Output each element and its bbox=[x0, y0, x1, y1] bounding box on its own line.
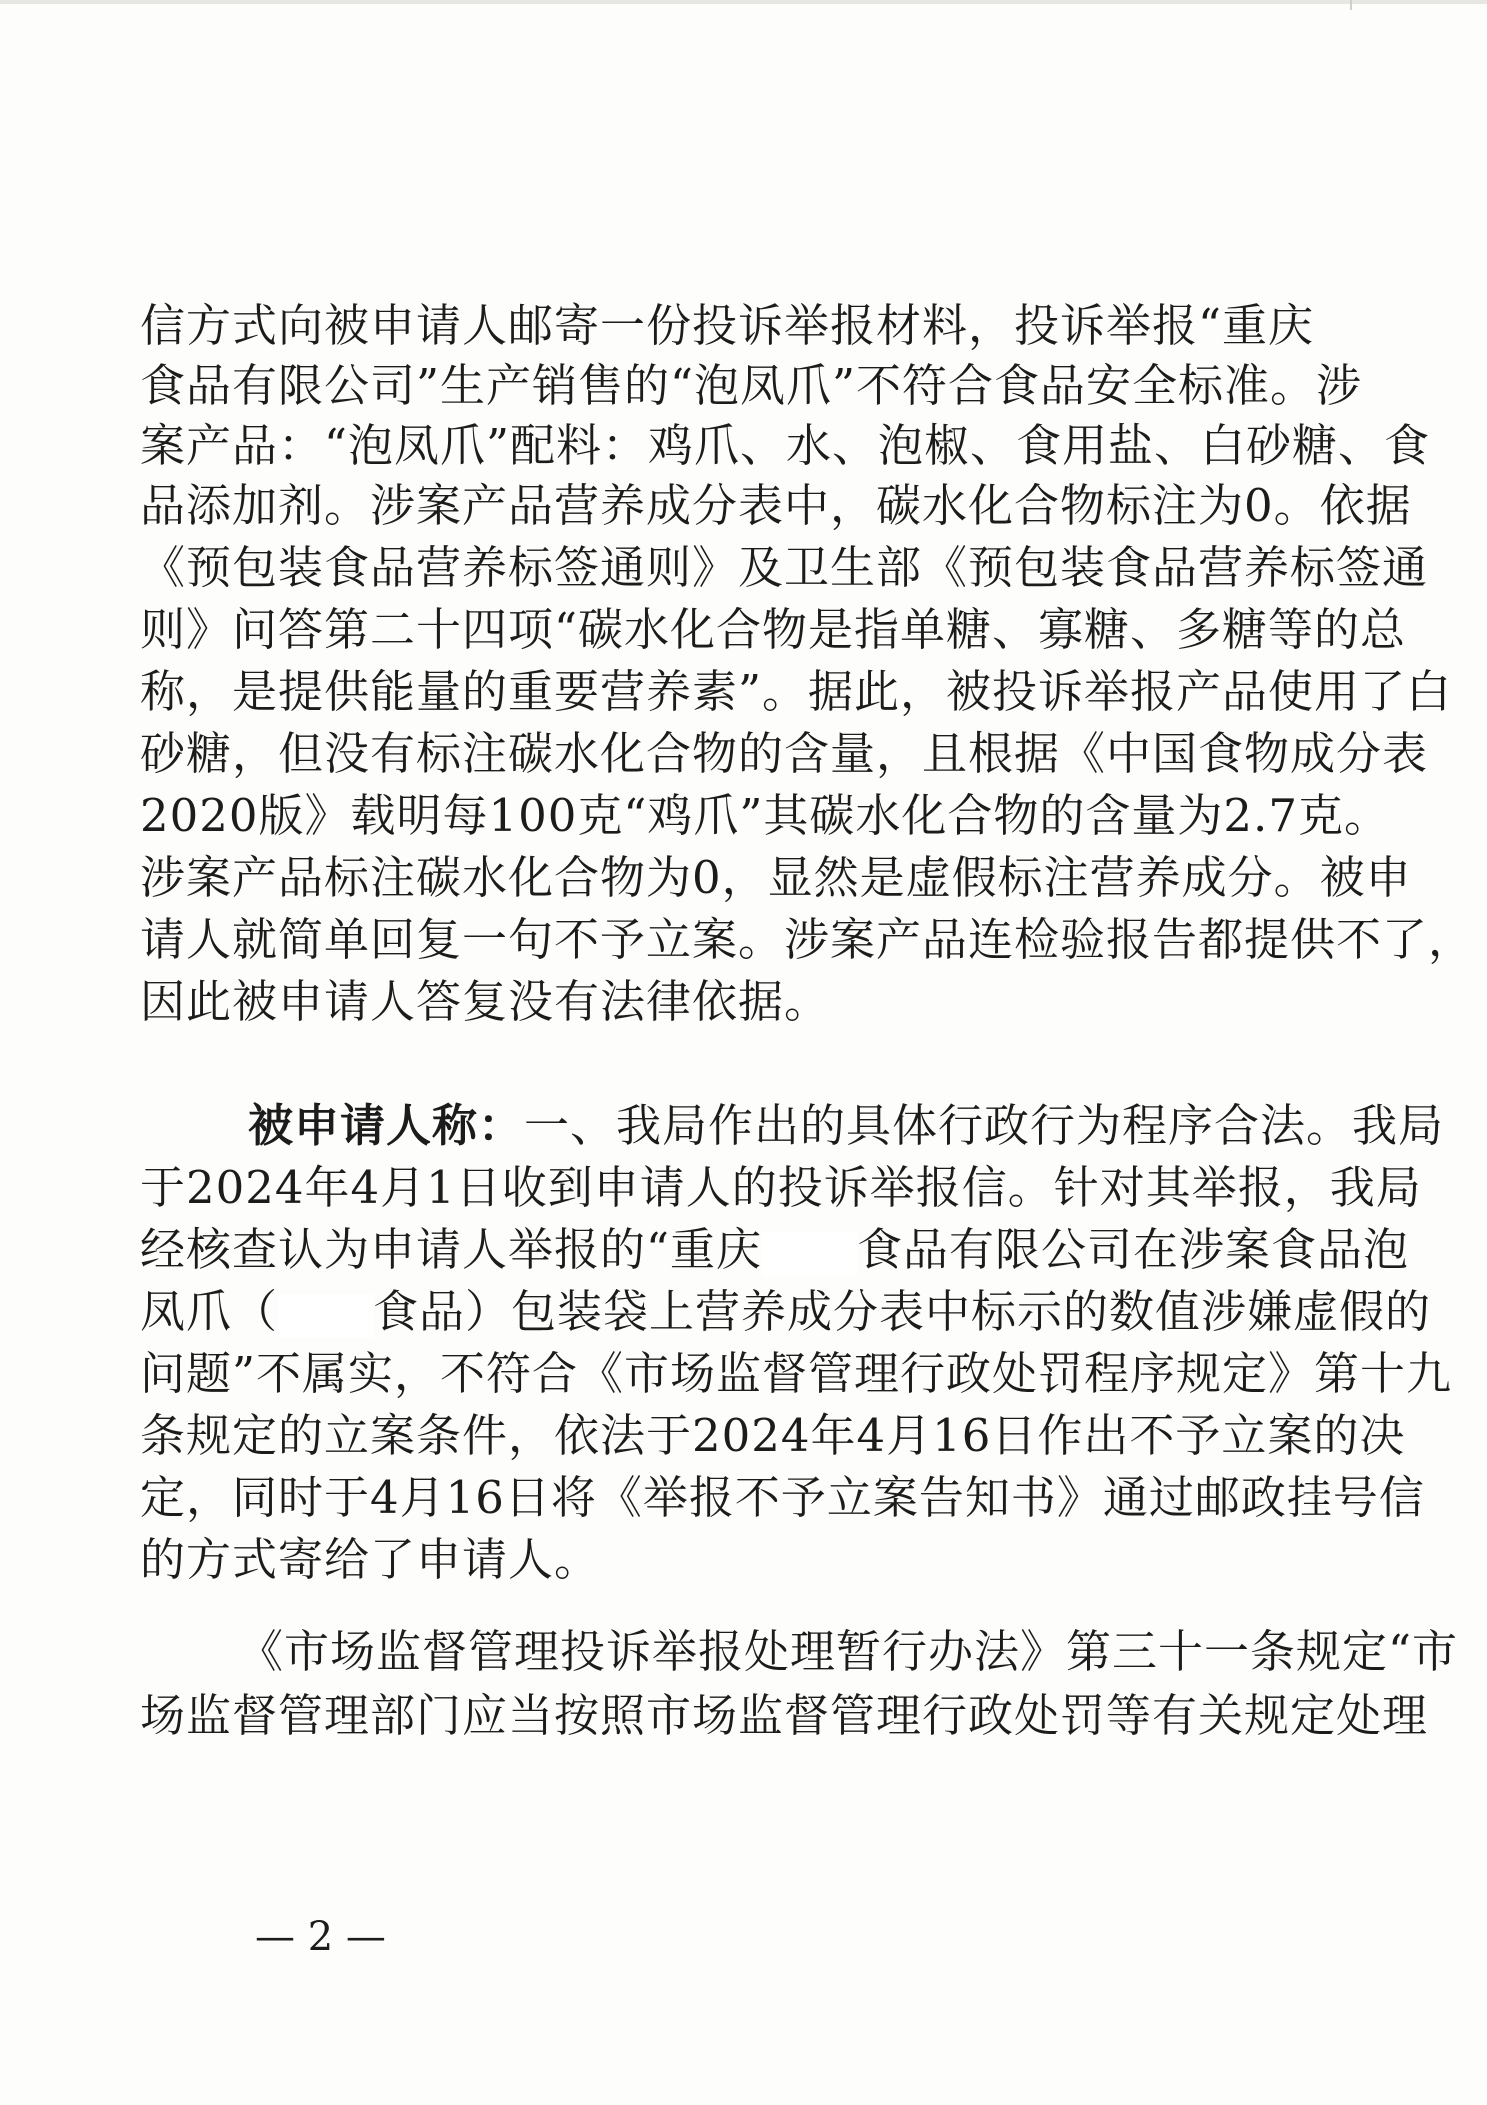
paragraph-3-line-2: 场监督管理部门应当按照市场监督管理行政处罚等有关规定处理 bbox=[140, 1689, 1429, 1742]
paragraph-1-line-9: 2020版》载明每100克“鸡爪”其碳水化合物的含量为2.7克。 bbox=[140, 789, 1390, 842]
paragraph-2-line-4-part-1: 凤爪（ bbox=[140, 1285, 279, 1338]
paragraph-1-line-7: 称，是提供能量的重要营养素”。据此，被投诉举报产品使用了白 bbox=[140, 665, 1453, 718]
redacted-brand-name bbox=[278, 1294, 373, 1338]
paragraph-2-line-4-part-2: 食品）包装袋上营养成分表中标示的数值涉嫌虚假的 bbox=[373, 1285, 1432, 1338]
page-number: — 2 — bbox=[255, 1914, 386, 1960]
paragraph-3-line-1: 《市场监督管理投诉举报处理暂行办法》第三十一条规定“市 bbox=[238, 1625, 1459, 1678]
paragraph-2-line-1-text: 一、我局作出的具体行政行为程序合法。我局 bbox=[524, 1099, 1445, 1152]
paragraph-2-line-2: 于2024年4月1日收到申请人的投诉举报信。针对其举报，我局 bbox=[140, 1161, 1422, 1214]
scan-edge bbox=[0, 0, 1487, 4]
paragraph-2-line-4 bbox=[140, 1284, 1431, 1340]
paragraph-1-line-4: 品添加剂。涉案产品营养成分表中，碳水化合物标注为0。依据 bbox=[140, 479, 1412, 532]
paragraph-1-line-3: 案产品：“泡凤爪”配料：鸡爪、水、泡椒、食用盐、白砂糖、食 bbox=[140, 419, 1431, 472]
paragraph-2-line-3-part-1: 经核查认为申请人举报的“重庆 bbox=[140, 1223, 763, 1276]
paragraph-1-line-8: 砂糖，但没有标注碳水化合物的含量，且根据《中国食物成分表 bbox=[140, 727, 1429, 780]
paragraph-1-line-12: 因此被申请人答复没有法律依据。 bbox=[140, 975, 831, 1028]
paragraph-1-line-10: 涉案产品标注碳水化合物为0，显然是虚假标注营养成分。被申 bbox=[140, 851, 1412, 904]
paragraph-2-line-3-part-2: 食品有限公司在涉案食品泡 bbox=[857, 1223, 1410, 1276]
redacted-company-name bbox=[762, 1232, 857, 1276]
respondent-lead: 被申请人称： bbox=[248, 1099, 525, 1152]
paragraph-1-line-6: 则》问答第二十四项“碳水化合物是指单糖、寡糖、多糖等的总 bbox=[140, 603, 1407, 656]
paragraph-2-line-1 bbox=[248, 1098, 1444, 1154]
paragraph-2-line-7: 定，同时于4月16日将《举报不予立案告知书》通过邮政挂号信 bbox=[140, 1471, 1425, 1524]
paragraph-1-line-1: 信方式向被申请人邮寄一份投诉举报材料，投诉举报“重庆 bbox=[140, 299, 1315, 352]
paragraph-2-line-3 bbox=[140, 1222, 1409, 1278]
paragraph-2-line-8: 的方式寄给了申请人。 bbox=[140, 1533, 601, 1586]
paragraph-2-line-6: 条规定的立案条件，依法于2024年4月16日作出不予立案的决 bbox=[140, 1409, 1406, 1462]
scan-mark bbox=[1350, 0, 1352, 10]
paragraph-2-line-5: 问题”不属实，不符合《市场监督管理行政处罚程序规定》第十九 bbox=[140, 1347, 1453, 1400]
paragraph-1-line-11: 请人就简单回复一句不予立案。涉案产品连检验报告都提供不了， bbox=[140, 913, 1475, 966]
paragraph-1-line-2: 食品有限公司”生产销售的“泡凤爪”不符合食品安全标准。涉 bbox=[140, 359, 1363, 412]
paragraph-1-line-5: 《预包装食品营养标签通则》及卫生部《预包装食品营养标签通 bbox=[140, 541, 1429, 594]
